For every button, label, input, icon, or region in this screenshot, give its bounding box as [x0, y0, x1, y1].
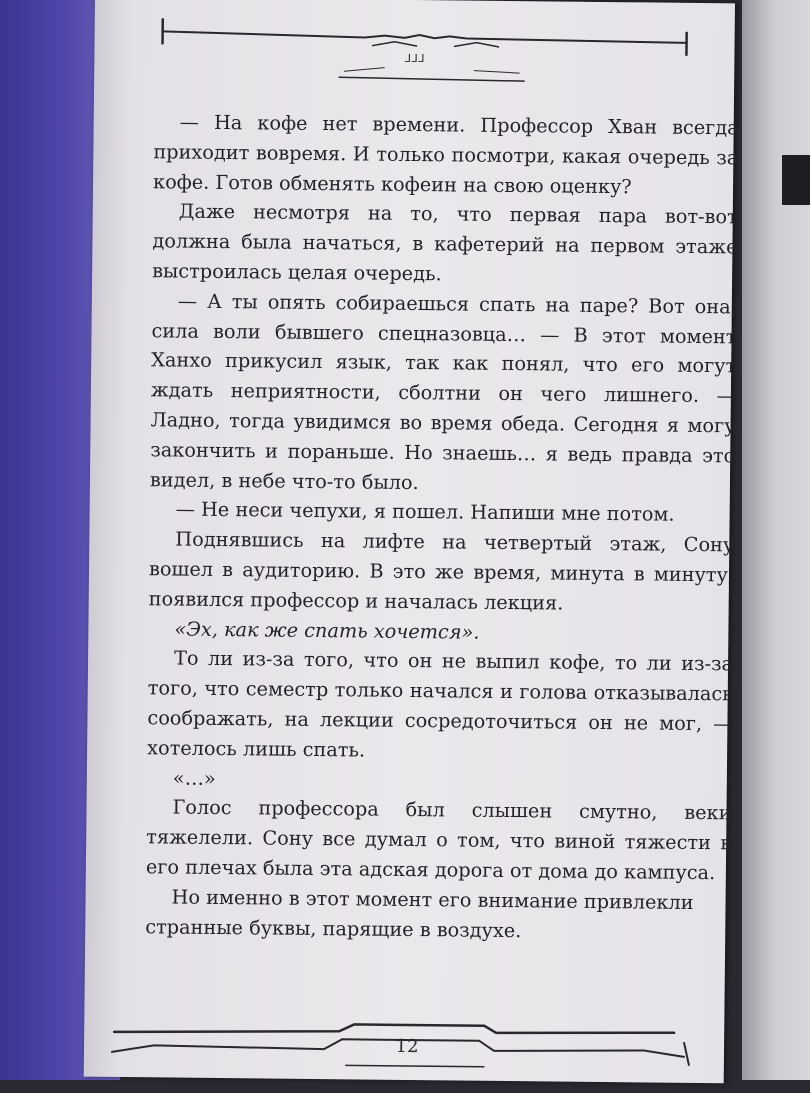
paragraph: То ли из-за того, что он не выпил кофе, то ли из-за того, что семестр только начался и голова отказывалась соображать, на лекции сосредоточиться он не мог, — хотелось лишь спать. [147, 644, 733, 769]
paragraph: Поднявшись на лифте на четвертый этаж, Сону вошел в аудиторию. В это же время, минута в минуту, появился профессор и началась лекция. [149, 524, 735, 620]
book-page [84, 0, 735, 1083]
paragraph: Но именно в этот момент его внимание привлекли странные буквы, парящие в воздухе. [145, 882, 731, 948]
paragraph: — А ты опять собираешься спать на паре? Вот она, сила воли бывшего спецназовца… — В этот момент Ханхо прикусил язык, так как понял, что его могут ждать неприятности, сболтни он чего лишнего. — Ладно, тогда увидимся во время обеда. Сегодня я могу закончить и пораньше. Но знаешь… я ведь правда это видел, в небе что-то было. [150, 286, 737, 501]
body-text [145, 107, 739, 947]
paragraph: — На кофе нет времени. Профессор Хван всегда приходит вовремя. И только посмотри, какая очередь за кофе. Готов обменять кофеин на свою оценку? [153, 107, 739, 203]
paragraph-thought: «Эх, как же спать хочется». [148, 614, 733, 650]
header-ornament [94, 0, 735, 93]
paragraph: «…» [147, 763, 732, 799]
facing-page-chapter-initial [782, 155, 810, 205]
paragraph: — Не неси чепухи, я пошел. Напиши мне потом. [149, 495, 734, 531]
svg-text:ᒧᒧᒧ: ᒧᒧᒧ [404, 52, 424, 65]
paragraph: Даже несмотря на то, что первая пара вот-вот должна была начаться, в кафетерий на первом этаже выстроилась целая очередь. [152, 197, 738, 293]
page-number: 12 [382, 1036, 432, 1058]
paragraph: Голос профессора был слышен смутно, веки тяжелели. Сону все думал о том, что виной тяжести в его плечах была эта адская дорога от дома до кампуса. [146, 793, 732, 889]
